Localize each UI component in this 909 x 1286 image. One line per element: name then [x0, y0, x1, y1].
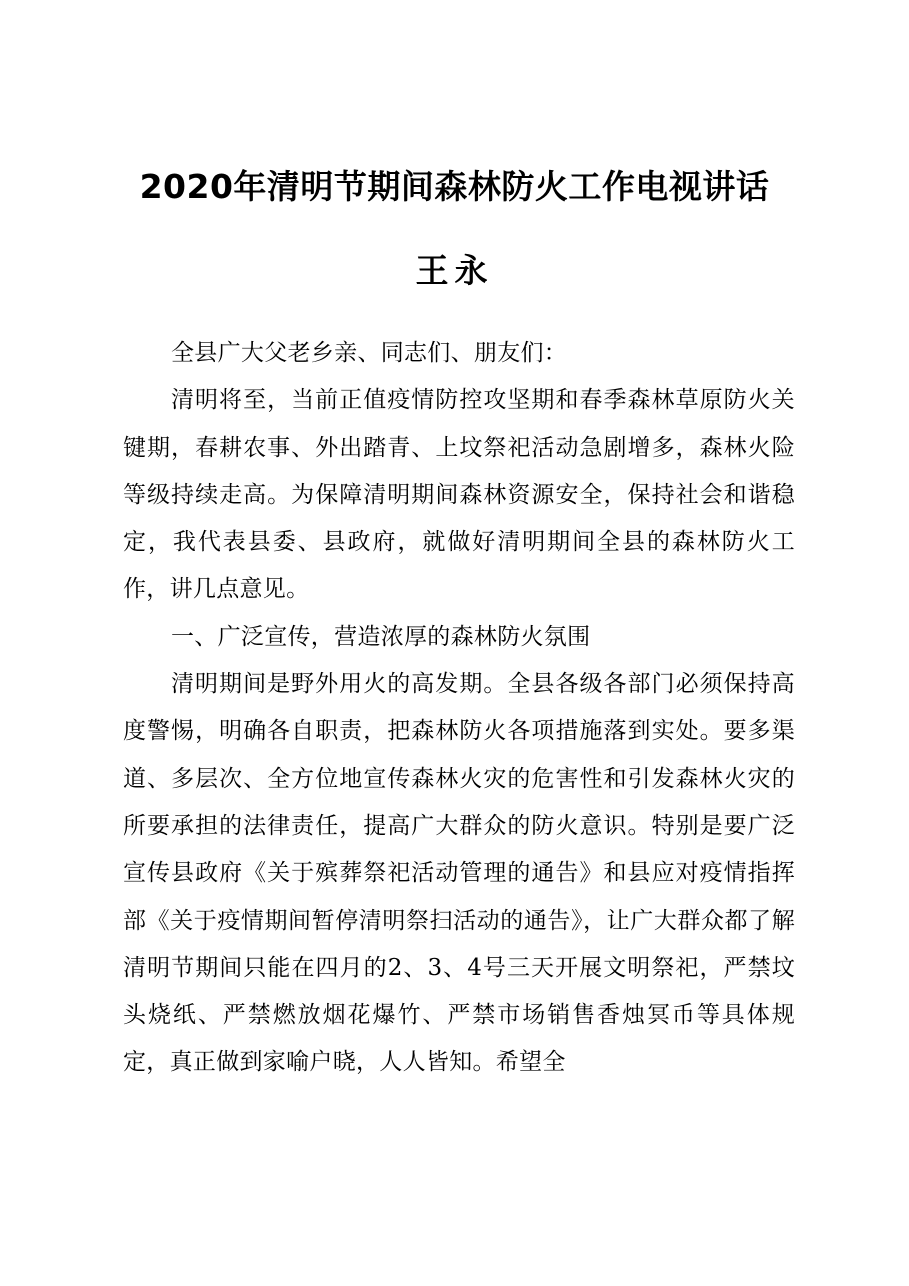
paragraph-intro: 清明将至，当前正值疫情防控攻坚期和春季森林草原防火关键期，春耕农事、外出踏青、上坟祭祀活动急剧增多，森林火险等级持续走高。为保障清明期间森林资源安全，保持社会和谐稳定，我代表县委、县政府，就做好清明期间全县的森林防火工作，讲几点意见。 — [123, 387, 795, 603]
document-body — [123, 330, 795, 1087]
document-author: 王永 — [415, 251, 494, 290]
paragraph-salutation: 全县广大父老乡亲、同志们、朋友们： — [171, 340, 568, 366]
document-title: 2020年清明节期间森林防火工作电视讲话 — [139, 167, 770, 206]
section-heading-1: 一、广泛宣传，营造浓厚的森林防火氛围 — [171, 623, 591, 650]
paragraph-section-1: 清明期间是野外用火的高发期。全县各级各部门必须保持高度警惕，明确各自职责，把森林防火各项措施落到实处。要多渠道、多层次、全方位地宣传森林火灾的危害性和引发森林火灾的所要承担的法律责任，提高广大群众的防火意识。特别是要广泛宣传县政府《关于殡葬祭祀活动管理的通告》和县应对疫情指挥部《关于疫情期间暂停清明祭扫活动的通告》，让广大群众都了解清明节期间只能在四月的2、3、4号三天开展文明祭祀，严禁坟头烧纸、严禁燃放烟花爆竹、严禁市场销售香烛冥币等具体规定，真正做到家喻户晓，人人皆知。希望全 — [123, 671, 795, 1076]
